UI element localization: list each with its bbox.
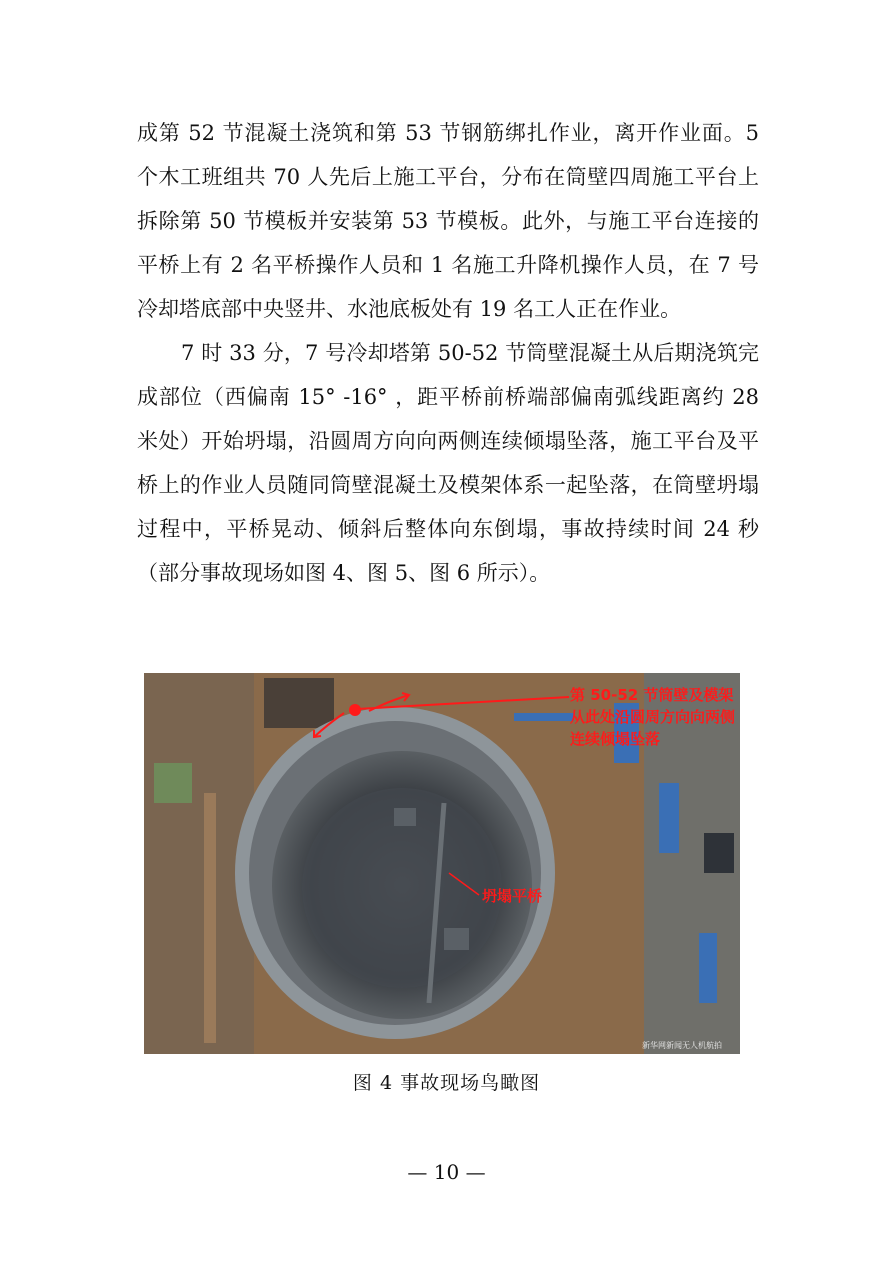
photo-watermark: 新华网新闻无人机航拍 [642,1041,722,1050]
body-paragraph-1: 成第 52 节混凝土浇筑和第 53 节钢筋绑扎作业，离开作业面。5 个木工班组共 70 人先后上施工平台，分布在筒壁四周施工平台上拆除第 50 节模板并安装第 53 节模板。此外，与施工平台连接的平桥上有 2 名平桥操作人员和 1 名施工升降机操作人员，在 7 号冷却塔底部中央竖井、水池底板处有 19 名工人正在作业。 [137,121,759,321]
collapsed-bridge-label: 坍塌平桥 [482,887,543,905]
page-number: — 10 — [407,1160,486,1184]
collapse-start-annotation: 第 50-52 节筒壁及模架从此处沿圆周方向向两侧连续倾塌坠落 [570,686,736,748]
body-paragraph-2: 7 时 33 分，7 号冷却塔第 50-52 节筒壁混凝土从后期浇筑完成部位（西偏南 15° -16° ，距平桥前桥端部偏南弧线距离约 28 米处）开始坍塌，沿圆周方向向两侧连续倾塌坠落，施工平台及平桥上的作业人员随同筒壁混凝土及模架体系一起坠落，在筒壁坍塌过程中，平桥晃动、倾斜后整体向东倒塌，事故持续时间 24 秒（部分事故现场如图 4、图 5、图 6 所示）。 [137,341,759,585]
figure-caption: 图 4 事故现场鸟瞰图 [352,1072,541,1094]
